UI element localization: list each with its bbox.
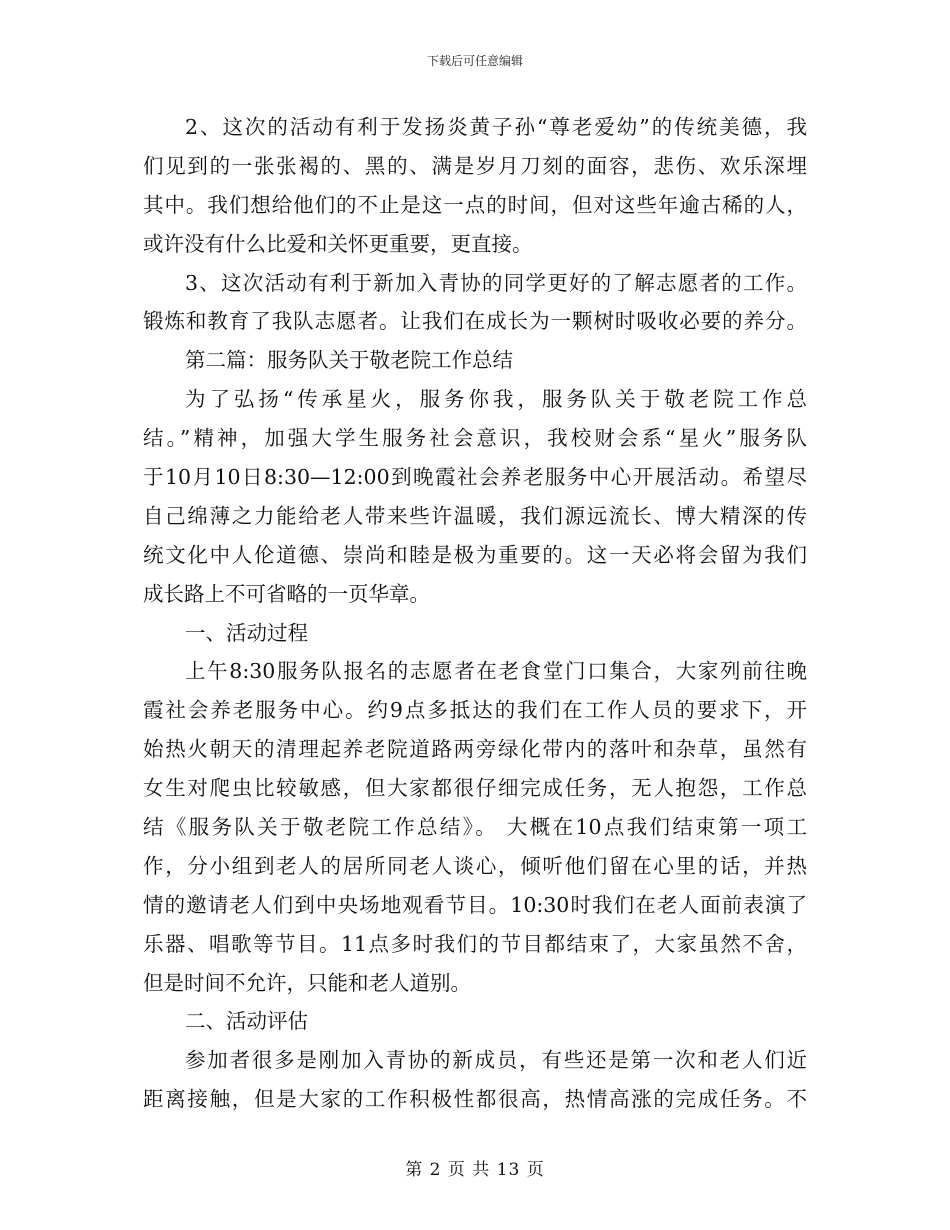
text-line: 上午8:30服务队报名的志愿者在老食堂门口集合，大家列前往晚 (185, 659, 807, 684)
section-heading: 第二篇：服务队关于敬老院工作总结 (185, 348, 513, 373)
text-line: 参加者很多是刚加入青协的新成员，有些还是第一次和老人们近 (185, 1048, 807, 1073)
text-line: 距离接触，但是大家的工作积极性都很高，热情高涨的完成任务。不 (143, 1087, 807, 1112)
text-line: 或许没有什么比爱和关怀更重要，更直接。 (143, 231, 533, 256)
text-line: 乐器、唱歌等节目。11点多时我们的节目都结束了，大家虽然不舍， (143, 931, 807, 956)
text-line: 锻炼和教育了我队志愿者。让我们在成长为一颗树时吸收必要的养分。 (143, 309, 807, 334)
text-line: 作，分小组到老人的居所同老人谈心，倾听他们留在心里的话，并热 (143, 853, 807, 878)
text-line: 自己绵薄之力能给老人带来些许温暖，我们源远流长、博大精深的传 (143, 503, 807, 528)
text-line: 于10月10日8:30—12:00到晚霞社会养老服务中心开展活动。希望尽 (143, 465, 807, 490)
text-line: 结。”精神，加强大学生服务社会意识，我校财会系“星火”服务队 (143, 426, 807, 451)
text-line: 成长路上不可省略的一页华章。 (143, 581, 430, 606)
text-line: 统文化中人伦道德、崇尚和睦是极为重要的。这一天必将会留为我们 (143, 542, 807, 567)
text-line: 女生对爬虫比较敏感，但大家都很仔细完成任务，无人抱怨，工作总 (143, 776, 807, 801)
section-heading: 一、活动过程 (185, 620, 308, 645)
text-line: 始热火朝天的清理起养老院道路两旁绿化带内的落叶和杂草，虽然有 (143, 737, 807, 762)
text-line: 为了弘扬“传承星火，服务你我，服务队关于敬老院工作总 (185, 387, 807, 412)
text-line: 但是时间不允许，只能和老人道别。 (143, 970, 471, 995)
page-header: 下载后可任意编辑 (426, 54, 523, 68)
text-line: 霞社会养老服务中心。约9点多抵达的我们在工作人员的要求下，开 (143, 698, 807, 723)
text-line: 3、这次活动有利于新加入青协的同学更好的了解志愿者的工作。 (185, 270, 807, 295)
body-text (143, 108, 807, 1119)
text-line: 情的邀请老人们到中央场地观看节目。10:30时我们在老人面前表演了 (143, 892, 807, 917)
text-line: 们见到的一张张褐的、黑的、满是岁月刀刻的面容，悲伤、欢乐深埋 (143, 153, 807, 178)
page-footer: 第 2 页 共 13 页 (405, 1160, 545, 1180)
text-line: 2、这次的活动有利于发扬炎黄子孙“尊老爱幼”的传统美德，我 (185, 115, 807, 139)
text-line: 结《服务队关于敬老院工作总结》。 大概在10点我们结束第一项工 (143, 815, 807, 840)
text-line: 其中。我们想给他们的不止是这一点的时间，但对这些年逾古稀的人， (143, 192, 807, 217)
section-heading: 二、活动评估 (185, 1009, 308, 1034)
